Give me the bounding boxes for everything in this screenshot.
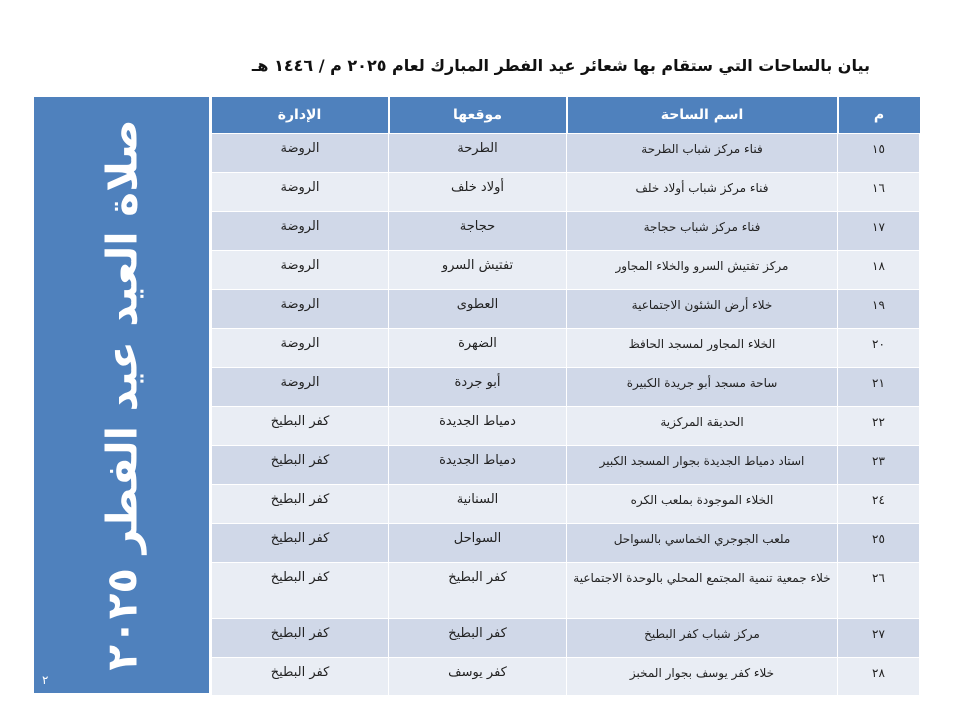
cell-name: خلاء كفر يوسف بجوار المخبز	[567, 658, 838, 696]
header-admin: الإدارة	[212, 97, 389, 134]
cell-location: حجاجة	[389, 212, 567, 251]
table-row	[212, 563, 920, 619]
cell-num: ١٦	[838, 173, 920, 212]
cell-location: أولاد خلف	[389, 173, 567, 212]
cell-num: ٢٥	[838, 524, 920, 563]
table-row	[212, 329, 920, 368]
cell-name: مركز تفتيش السرو والخلاء المجاور	[567, 251, 838, 290]
table-header-row	[212, 97, 920, 134]
table-row	[212, 290, 920, 329]
cell-admin: كفر البطيخ	[212, 446, 389, 485]
table-container	[211, 97, 919, 693]
cell-location: كفر البطيخ	[389, 563, 567, 619]
cell-location: تفتيش السرو	[389, 251, 567, 290]
cell-num: ٢٣	[838, 446, 920, 485]
cell-admin: كفر البطيخ	[212, 485, 389, 524]
cell-num: ٢٦	[838, 563, 920, 619]
cell-num: ٢٧	[838, 619, 920, 658]
cell-name: مركز شباب كفر البطيخ	[567, 619, 838, 658]
cell-name: خلاء جمعية تنمية المجتمع المحلي بالوحدة الاجتماعية	[567, 563, 838, 619]
cell-num: ١٩	[838, 290, 920, 329]
cell-admin: الروضة	[212, 134, 389, 173]
cell-admin: الروضة	[212, 251, 389, 290]
cell-num: ٢١	[838, 368, 920, 407]
table-row	[212, 212, 920, 251]
cell-admin: الروضة	[212, 368, 389, 407]
cell-admin: كفر البطيخ	[212, 658, 389, 696]
cell-location: العطوى	[389, 290, 567, 329]
cell-name: فناء مركز شباب أولاد خلف	[567, 173, 838, 212]
squares-table	[211, 97, 920, 696]
cell-num: ٢٤	[838, 485, 920, 524]
table-row	[212, 619, 920, 658]
cell-location: الضهرة	[389, 329, 567, 368]
table-row	[212, 446, 920, 485]
cell-num: ٢٨	[838, 658, 920, 696]
header-num: م	[838, 97, 920, 134]
cell-name: الحديقة المركزية	[567, 407, 838, 446]
table-row	[212, 251, 920, 290]
cell-location: دمياط الجديدة	[389, 446, 567, 485]
cell-num: ١٨	[838, 251, 920, 290]
cell-admin: الروضة	[212, 212, 389, 251]
page-title: بيان بالساحات التي ستقام بها شعائر عيد الفطر المبارك لعام ٢٠٢٥ م / ١٤٤٦ هـ	[251, 56, 870, 75]
cell-name: ساحة مسجد أبو جريدة الكبيرة	[567, 368, 838, 407]
cell-name: فناء مركز شباب حجاجة	[567, 212, 838, 251]
cell-name: استاد دمياط الجديدة بجوار المسجد الكبير	[567, 446, 838, 485]
table-row	[212, 407, 920, 446]
table-row	[212, 485, 920, 524]
cell-location: دمياط الجديدة	[389, 407, 567, 446]
cell-admin: الروضة	[212, 329, 389, 368]
cell-num: ١٥	[838, 134, 920, 173]
cell-name: الخلاء الموجودة بملعب الكره	[567, 485, 838, 524]
table-row	[212, 173, 920, 212]
cell-location: كفر يوسف	[389, 658, 567, 696]
side-banner-text: صلاة العيد عيد الفطر ٢٠٢٥	[97, 119, 146, 671]
cell-num: ٢٠	[838, 329, 920, 368]
cell-admin: الروضة	[212, 173, 389, 212]
cell-location: السواحل	[389, 524, 567, 563]
table-row	[212, 134, 920, 173]
cell-num: ١٧	[838, 212, 920, 251]
cell-name: فناء مركز شباب الطرحة	[567, 134, 838, 173]
cell-location: السنانية	[389, 485, 567, 524]
cell-admin: كفر البطيخ	[212, 563, 389, 619]
cell-location: أبو جردة	[389, 368, 567, 407]
side-banner	[34, 97, 209, 693]
table-row	[212, 524, 920, 563]
cell-admin: كفر البطيخ	[212, 524, 389, 563]
cell-location: كفر البطيخ	[389, 619, 567, 658]
cell-name: خلاء أرض الشئون الاجتماعية	[567, 290, 838, 329]
header-name: اسم الساحة	[567, 97, 838, 134]
page-number: ٢	[42, 673, 49, 687]
cell-name: الخلاء المجاور لمسجد الحافظ	[567, 329, 838, 368]
cell-num: ٢٢	[838, 407, 920, 446]
table-row	[212, 368, 920, 407]
cell-name: ملعب الجوجري الخماسي بالسواحل	[567, 524, 838, 563]
header-location: موقعها	[389, 97, 567, 134]
cell-admin: الروضة	[212, 290, 389, 329]
cell-location: الطرحة	[389, 134, 567, 173]
table-row	[212, 658, 920, 696]
cell-admin: كفر البطيخ	[212, 619, 389, 658]
cell-admin: كفر البطيخ	[212, 407, 389, 446]
